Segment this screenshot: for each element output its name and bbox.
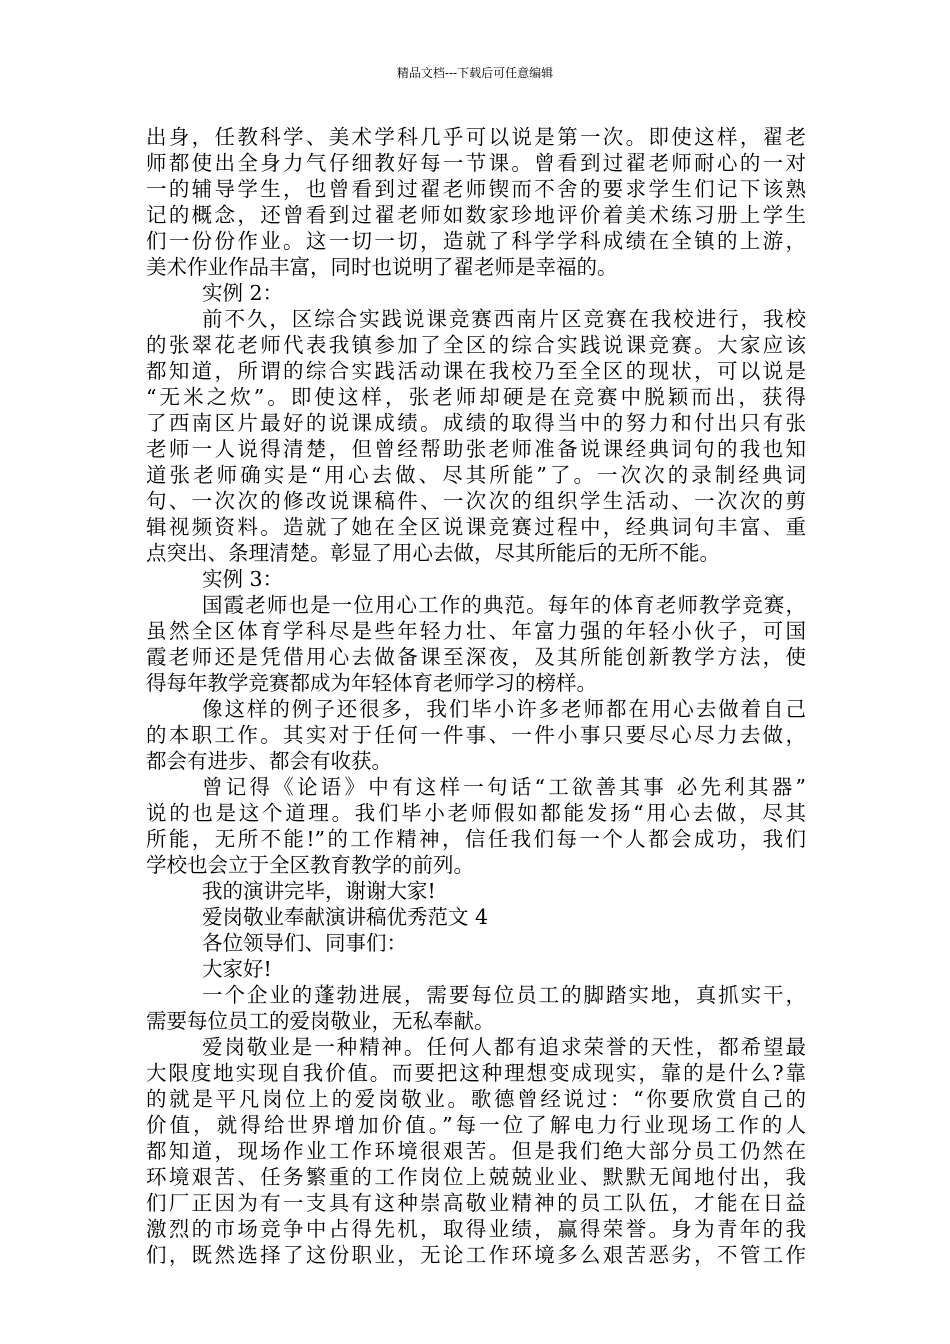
text-line: 道张老师确实是“用心去做、尽其所能”了。一次次的录制经典词 <box>146 463 806 487</box>
text-line: 需要每位员工的爱岗敬业，无私奉献。 <box>146 1009 495 1033</box>
text-line: 们，既然选择了这份职业，无论工作环境多么艰苦恶劣，不管工作 <box>146 1243 806 1267</box>
text-line: 们一份份作业。这一切一切，造就了科学学科成绩在全镇的上游， <box>146 229 806 253</box>
text-line: 一个企业的蓬勃进展，需要每位员工的脚踏实地，真抓实干， <box>202 983 806 1007</box>
text-line: 老师一人说得清楚，但曾经帮助张老师准备说课经典词句的我也知 <box>146 437 806 461</box>
text-line: 点突出、条理清楚。彰显了用心去做，尽其所能后的无所不能。 <box>146 541 720 565</box>
text-line: 价值，就得给世界增加价值。”每一位了解电力行业现场工作的人 <box>146 1113 806 1137</box>
text-line: 辑视频资料。造就了她在全区说课竞赛过程中，经典词句丰富、重 <box>146 515 806 539</box>
text-line: 美术作业作品丰富，同时也说明了翟老师是幸福的。 <box>146 255 618 279</box>
text-line: 都知道，现场作业工作环境很艰苦。但是我们绝大部分员工仍然在 <box>146 1139 806 1163</box>
text-line: 学校也会立于全区教育教学的前列。 <box>146 853 474 877</box>
document-body <box>146 124 806 1268</box>
text-line: 像这样的例子还很多，我们毕小许多老师都在用心去做着自己 <box>202 697 806 721</box>
text-line: 各位领导们、同事们： <box>202 931 407 955</box>
text-line: 国霞老师也是一位用心工作的典范。每年的体育老师教学竞赛， <box>202 593 806 617</box>
text-line: 实例 3： <box>202 567 284 591</box>
text-line: 实例 2： <box>202 281 284 305</box>
text-line: 虽然全区体育学科尽是些年轻力壮、年富力强的年轻小伙子，可国 <box>146 619 806 643</box>
text-line: 们厂正因为有一支具有这种崇高敬业精神的员工队伍，才能在日益 <box>146 1191 806 1215</box>
text-line: “无米之炊”。即使这样，张老师却硬是在竞赛中脱颖而出，获得 <box>146 385 806 409</box>
text-line: 大家好! <box>202 957 272 981</box>
text-line: 师都使出全身力气仔细教好每一节课。曾看到过翟老师耐心的一对 <box>146 151 806 175</box>
text-line: 的本职工作。其实对于任何一件事、一件小事只要尽心尽力去做， <box>146 723 806 747</box>
page-header: 精品文档---下载后可任意编辑 <box>396 66 554 80</box>
text-line: 爱岗敬业是一种精神。任何人都有追求荣誉的天性，都希望最 <box>202 1035 806 1059</box>
text-line: 我的演讲完毕，谢谢大家! <box>202 879 436 903</box>
text-line: 出身，任教科学、美术学科几乎可以说是第一次。即使这样，翟老 <box>146 125 806 149</box>
text-line: 记的概念，还曾看到过翟老师如数家珍地评价着美术练习册上学生 <box>146 203 806 227</box>
text-line: 前不久，区综合实践说课竞赛西南片区竞赛在我校进行，我校 <box>202 307 806 331</box>
text-line: 所能，无所不能!”的工作精神，信任我们每一个人都会成功，我们 <box>146 827 806 851</box>
text-line: 的张翠花老师代表我镇参加了全区的综合实践说课竞赛。大家应该 <box>146 333 806 357</box>
text-line: 的就是平凡岗位上的爱岗敬业。歌德曾经说过：“你要欣赏自己的 <box>146 1087 806 1111</box>
text-line: 环境艰苦、任务繁重的工作岗位上兢兢业业、默默无闻地付出，我 <box>146 1165 806 1189</box>
text-line: 大限度地实现自我价值。而要把这种理想变成现实，靠的是什么?靠 <box>146 1061 806 1085</box>
text-line: 都会有进步、都会有收获。 <box>146 749 392 773</box>
text-line: 了西南区片最好的说课成绩。成绩的取得当中的努力和付出只有张 <box>146 411 806 435</box>
text-line: 霞老师还是凭借用心去做备课至深夜，及其所能创新教学方法，使 <box>146 645 806 669</box>
text-line: 激烈的市场竞争中占得先机，取得业绩，赢得荣誉。身为青年的我 <box>146 1217 806 1241</box>
text-line: 都知道，所谓的综合实践活动课在我校乃至全区的现状，可以说是 <box>146 359 806 383</box>
text-line: 曾记得《论语》中有这样一句话“工欲善其事 必先利其器” <box>202 775 806 799</box>
text-line: 句、一次次的修改说课稿件、一次次的组织学生活动、一次次的剪 <box>146 489 806 513</box>
text-line: 一的辅导学生，也曾看到过翟老师锲而不舍的要求学生们记下该熟 <box>146 177 806 201</box>
text-line: 爱岗敬业奉献演讲稿优秀范文 4 <box>202 905 489 929</box>
text-line: 说的也是这个道理。我们毕小老师假如都能发扬“用心去做，尽其 <box>146 801 806 825</box>
text-line: 得每年教学竞赛都成为年轻体育老师学习的榜样。 <box>146 671 597 695</box>
